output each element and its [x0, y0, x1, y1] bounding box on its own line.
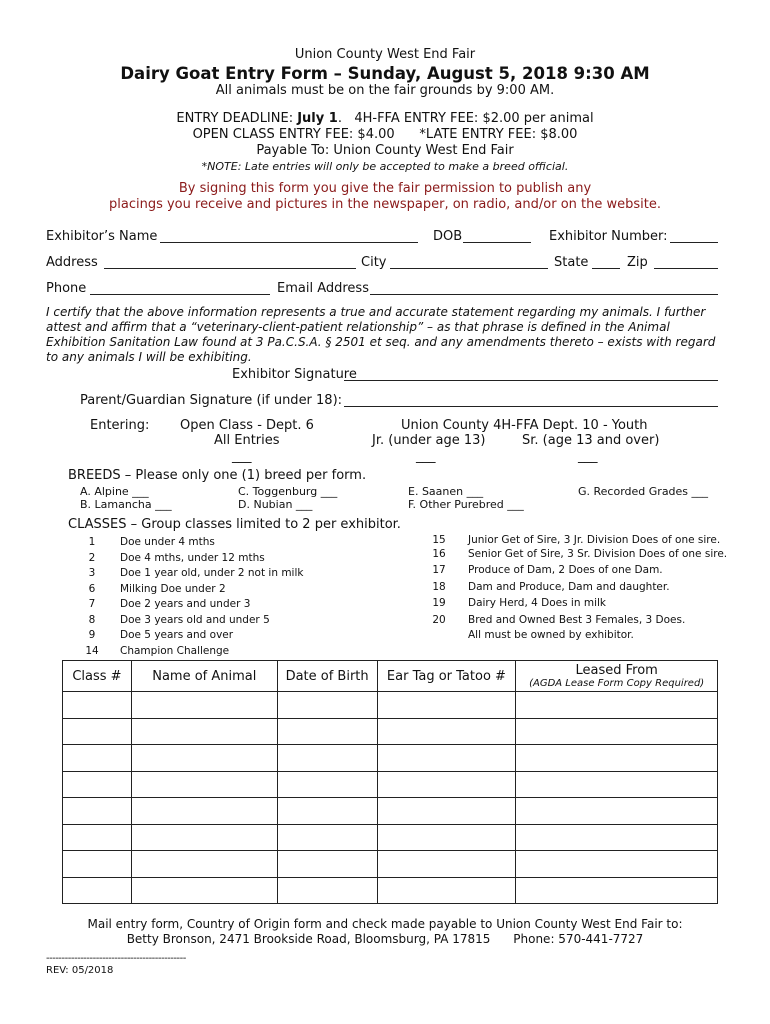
breed-lamancha[interactable]: B. Lamancha ___ [80, 498, 172, 511]
table-cell[interactable] [131, 771, 277, 798]
class-desc: Doe 2 years and under 3 [120, 598, 251, 610]
class-number: 15 [432, 534, 446, 546]
all-entries-label: All Entries [214, 433, 280, 448]
table-row [63, 692, 718, 719]
class-desc: Doe under 4 mths [120, 536, 215, 548]
fees-line: OPEN CLASS ENTRY FEE: $4.00 *LATE ENTRY FEE: $8.00 [192, 127, 578, 142]
class-number: 17 [432, 564, 446, 576]
table-cell[interactable] [516, 692, 718, 719]
class-number: 14 [85, 644, 99, 657]
exhibitor-name-label: Exhibitor’s Name [46, 229, 158, 244]
table-cell[interactable] [516, 877, 718, 904]
deadline-label: ENTRY DEADLINE: [176, 111, 298, 126]
breed-toggenburg[interactable]: C. Toggenburg ___ [238, 485, 338, 498]
class-desc: Doe 1 year old, under 2 not in milk [120, 567, 304, 579]
class-number: 7 [88, 598, 96, 610]
email-label: Email Address [277, 281, 369, 296]
table-cell[interactable] [277, 692, 377, 719]
class-item [424, 581, 670, 593]
class-desc: Milking Doe under 2 [120, 582, 226, 595]
class-number: 19 [432, 597, 446, 609]
table-cell[interactable] [131, 877, 277, 904]
classes-heading: CLASSES – Group classes limited to 2 per exhibitor. [68, 517, 401, 532]
class-item [424, 629, 634, 641]
fair-name: Union County West End Fair [294, 47, 476, 62]
class-number: 2 [88, 551, 96, 564]
certification-text: I certify that the above information represents a true and accurate statement regarding my animals. I further attest and affirm that a “veterinary-client-patient relationship” – as that phrase is defined in the Animal Exhibition Sanitation Law found at 3 Pa.C.S.A. § 2501 et seq. and any amendments thereto – exists with regard to any animals I will be exhibiting. [46, 305, 716, 364]
class-desc: All must be owned by exhibitor. [468, 629, 634, 641]
class-number: 9 [88, 629, 96, 641]
table-cell[interactable] [131, 692, 277, 719]
table-cell[interactable] [516, 798, 718, 825]
class-number: 1 [88, 536, 96, 548]
exhibitor-signature-field[interactable] [344, 380, 718, 381]
classes-left-list [76, 535, 303, 659]
class-item [76, 628, 303, 644]
table-cell[interactable] [131, 824, 277, 851]
mail-address: Betty Bronson, 2471 Brookside Road, Bloomsburg, PA 17815 Phone: 570-441-7727 [126, 932, 644, 946]
table-row [63, 771, 718, 798]
breed-alpine[interactable]: A. Alpine ___ [80, 485, 149, 498]
table-cell[interactable] [277, 851, 377, 878]
deadline-date: July 1 [297, 111, 338, 126]
col-ear-tag: Ear Tag or Tatoo # [377, 661, 516, 692]
class-number: 8 [88, 613, 96, 626]
class-item [424, 614, 685, 626]
junior-label: Jr. (under age 13) [372, 433, 486, 448]
table-cell[interactable] [63, 718, 132, 745]
class-desc: Senior Get of Sire, 3 Sr. Division Does of one sire. [468, 548, 728, 560]
table-header-row [63, 661, 718, 692]
table-cell[interactable] [277, 798, 377, 825]
class-desc: Dairy Herd, 4 Does in milk [468, 597, 606, 609]
table-cell[interactable] [131, 718, 277, 745]
leased-from-note: (AGDA Lease Form Copy Required) [529, 678, 705, 689]
exhibitor-number-label: Exhibitor Number: [549, 229, 668, 244]
table-cell[interactable] [131, 851, 277, 878]
open-class-label: Open Class - Dept. 6 [180, 418, 314, 433]
class-item [424, 534, 720, 546]
table-cell[interactable] [63, 692, 132, 719]
class-number: 16 [432, 548, 446, 560]
guardian-signature-label: Parent/Guardian Signature (if under 18): [80, 393, 343, 408]
col-leased-from [516, 661, 718, 692]
table-cell[interactable] [131, 745, 277, 772]
exhibitor-signature-label: Exhibitor Signature [232, 367, 357, 382]
exhibitor-number-field[interactable] [670, 242, 718, 243]
class-item [76, 551, 303, 567]
city-label: City [361, 255, 387, 270]
class-number: 6 [88, 582, 96, 595]
table-cell[interactable] [63, 877, 132, 904]
class-item [76, 597, 303, 613]
class-number: 3 [88, 567, 96, 579]
state-field[interactable] [592, 268, 620, 269]
dob-label: DOB [433, 229, 463, 244]
class-desc: Produce of Dam, 2 Does of one Dam. [468, 564, 663, 576]
breed-nubian[interactable]: D. Nubian ___ [238, 498, 313, 511]
payable-line: Payable To: Union County West End Fair [256, 143, 514, 158]
entry-table [62, 660, 718, 904]
leased-from-label: Leased From [575, 663, 658, 678]
city-field[interactable] [390, 268, 548, 269]
col-date-of-birth: Date of Birth [277, 661, 377, 692]
deadline-line [0, 111, 770, 126]
state-label: State [554, 255, 589, 270]
senior-blank[interactable]: ___ [578, 449, 598, 464]
phone-label: Phone [46, 281, 87, 296]
footer-divider: --------------------------------------------- [46, 953, 186, 964]
mail-instructions: Mail entry form, Country of Origin form and check made payable to Union County West End Fair to: [87, 917, 683, 931]
table-cell[interactable] [131, 798, 277, 825]
table-cell[interactable] [63, 771, 132, 798]
breed-other-purebred[interactable]: F. Other Purebred ___ [408, 498, 524, 511]
exhibitor-name-field[interactable] [160, 242, 418, 243]
class-item [76, 582, 303, 598]
table-cell[interactable] [377, 798, 516, 825]
class-item [424, 597, 606, 609]
address-field[interactable] [104, 268, 356, 269]
table-cell[interactable] [277, 718, 377, 745]
email-field[interactable] [370, 294, 718, 295]
entering-label: Entering: [90, 418, 150, 433]
table-cell[interactable] [63, 745, 132, 772]
table-row [63, 824, 718, 851]
class-number: 20 [432, 614, 446, 626]
class-item [424, 548, 727, 560]
open-class-blank[interactable]: ___ [232, 449, 252, 464]
zip-field[interactable] [654, 268, 718, 269]
form-subtitle: All animals must be on the fair grounds by 9:00 AM. [215, 83, 555, 98]
table-cell[interactable] [277, 877, 377, 904]
class-desc: Doe 5 years and over [120, 629, 234, 641]
table-cell[interactable] [63, 798, 132, 825]
table-cell[interactable] [63, 851, 132, 878]
class-item [76, 535, 303, 551]
class-item [76, 644, 303, 660]
guardian-signature-field[interactable] [344, 406, 718, 407]
late-note: *NOTE: Late entries will only be accepted to make a breed official. [201, 160, 569, 173]
breed-saanen[interactable]: E. Saanen ___ [408, 485, 484, 498]
revision-label: REV: 05/2018 [46, 965, 114, 976]
table-row [63, 851, 718, 878]
breed-recorded-grades[interactable]: G. Recorded Grades ___ [578, 485, 709, 498]
class-number: 18 [432, 581, 446, 593]
table-cell[interactable] [377, 692, 516, 719]
class-item [76, 613, 303, 629]
form-title: Dairy Goat Entry Form – Sunday, August 5, 2018 9:30 AM [120, 64, 650, 83]
class-desc: Junior Get of Sire, 3 Jr. Division Does of one sire. [468, 534, 721, 546]
deadline-rest: . 4H-FFA ENTRY FEE: $2.00 per animal [337, 111, 594, 126]
table-row [63, 718, 718, 745]
dob-field[interactable] [463, 242, 531, 243]
youth-dept-label: Union County 4H-FFA Dept. 10 - Youth [401, 418, 648, 433]
address-label: Address [46, 255, 98, 270]
class-desc: Doe 3 years old and under 5 [120, 613, 270, 626]
col-class-number: Class # [63, 661, 132, 692]
table-cell[interactable] [516, 745, 718, 772]
table-cell[interactable] [277, 824, 377, 851]
table-row [63, 798, 718, 825]
permission-line-2: placings you receive and pictures in the newspaper, on radio, and/or on the website. [109, 197, 661, 212]
table-cell[interactable] [377, 745, 516, 772]
table-cell[interactable] [516, 718, 718, 745]
class-item [76, 566, 303, 582]
table-cell[interactable] [377, 718, 516, 745]
table-row [63, 877, 718, 904]
col-animal-name: Name of Animal [131, 661, 277, 692]
senior-label: Sr. (age 13 and over) [522, 433, 660, 448]
class-desc: Doe 4 mths, under 12 mths [120, 551, 265, 564]
table-cell[interactable] [63, 824, 132, 851]
class-item [424, 564, 663, 576]
table-cell[interactable] [516, 851, 718, 878]
table-cell[interactable] [277, 771, 377, 798]
class-desc: Champion Challenge [120, 644, 230, 657]
phone-field[interactable] [90, 294, 270, 295]
junior-blank[interactable]: ___ [416, 449, 436, 464]
table-cell[interactable] [516, 771, 718, 798]
class-desc: Bred and Owned Best 3 Females, 3 Does. [468, 614, 686, 626]
table-row [63, 745, 718, 772]
table-cell[interactable] [377, 851, 516, 878]
zip-label: Zip [627, 255, 648, 270]
table-cell[interactable] [377, 877, 516, 904]
class-desc: Dam and Produce, Dam and daughter. [468, 581, 670, 593]
permission-line-1: By signing this form you give the fair permission to publish any [178, 181, 592, 196]
table-cell[interactable] [277, 745, 377, 772]
table-cell[interactable] [377, 824, 516, 851]
breeds-heading: BREEDS – Please only one (1) breed per form. [68, 468, 367, 483]
table-cell[interactable] [516, 824, 718, 851]
table-cell[interactable] [377, 771, 516, 798]
